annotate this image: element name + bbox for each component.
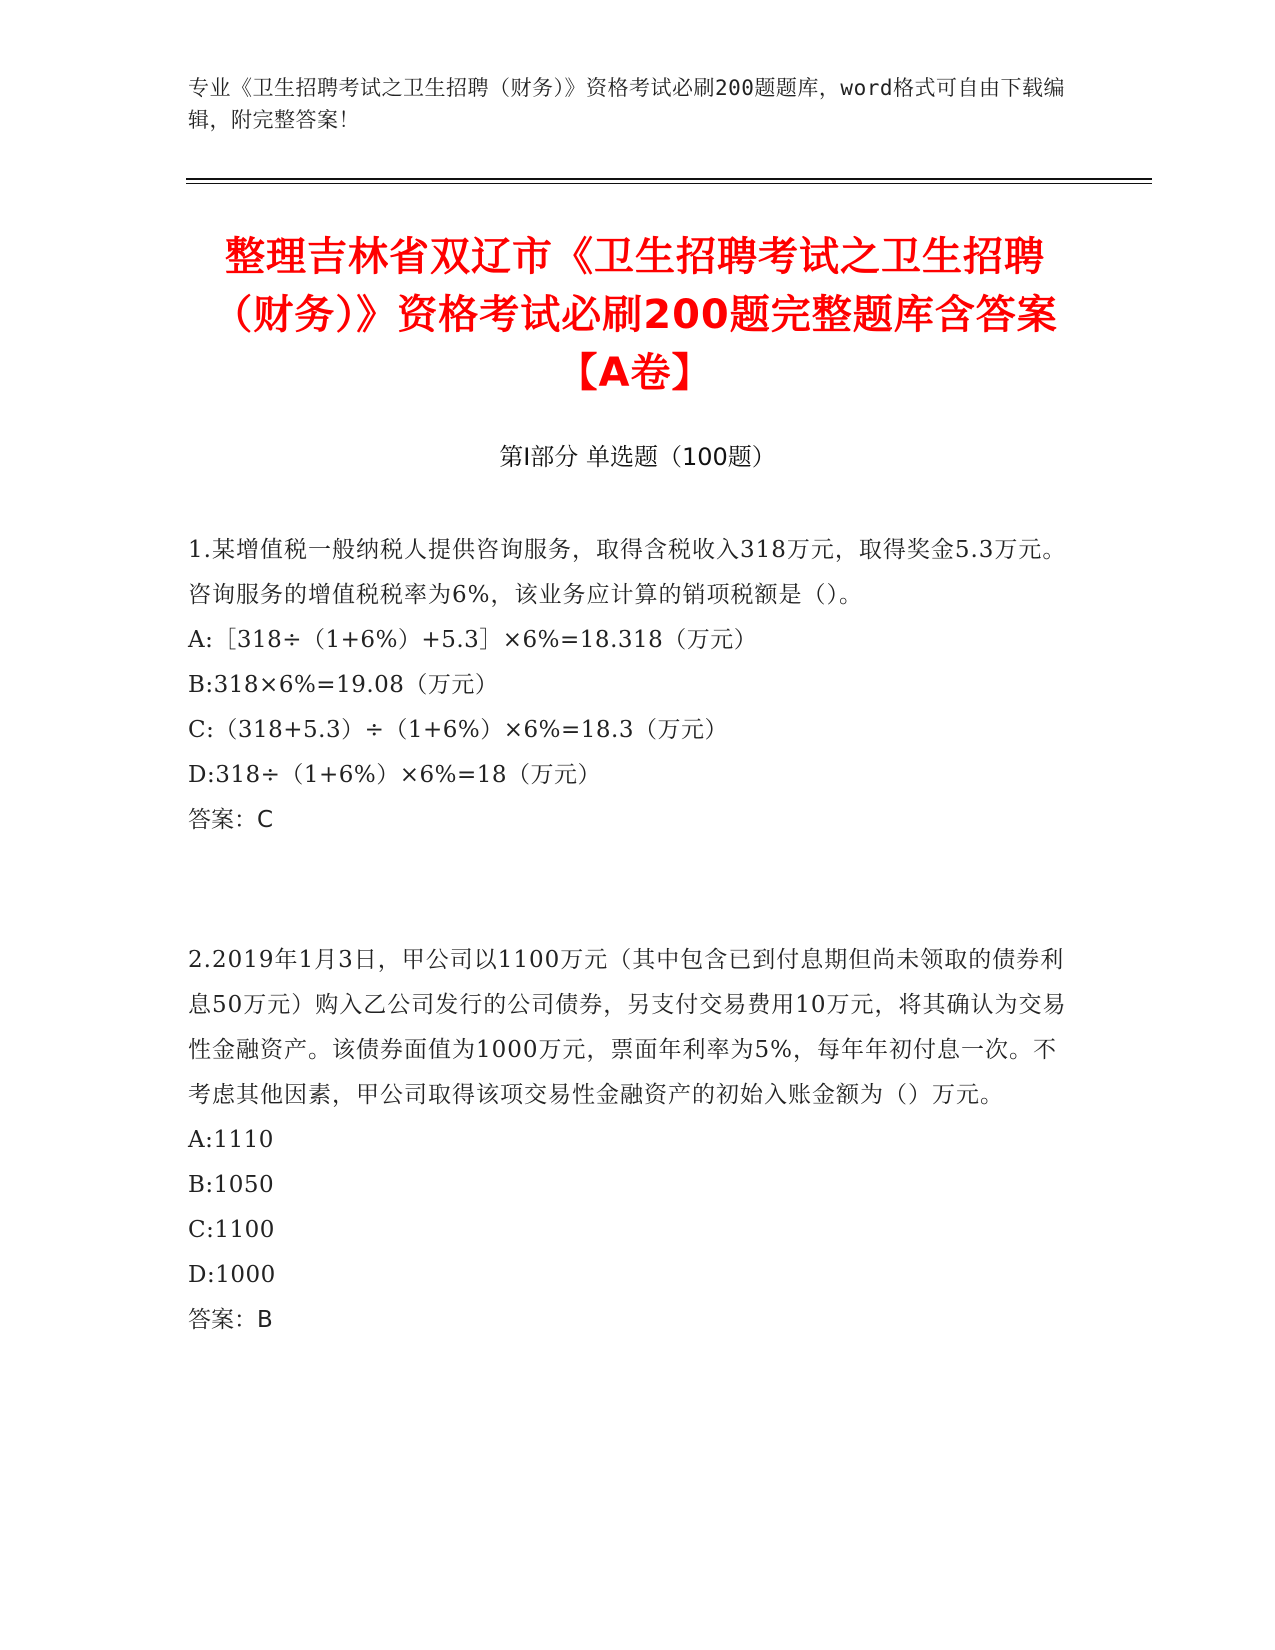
option-b: B:318×6%=19.08（万元） [188,672,499,698]
option-d: D:1000 [188,1262,276,1288]
header-divider-thick [186,178,1152,180]
answer-line: 答案：B [188,1307,273,1333]
option-c: C:（318+5.3）÷（1+6%）×6%=18.3（万元） [188,717,729,743]
header-note: 专业《卫生招聘考试之卫生招聘（财务）》资格考试必刷200题题库，word格式可自由下载编辑，附完整答案！ [188,76,1065,132]
question-2 [188,938,1078,1343]
option-d: D:318÷（1+6%）×6%=18（万元） [188,762,602,788]
option-c: C:1100 [188,1217,275,1243]
option-b: B:1050 [188,1172,275,1198]
question-stem: 1.某增值税一般纳税人提供咨询服务，取得含税收入318万元，取得奖金5.3万元。咨询服务的增值税税率为6%，该业务应计算的销项税额是（）。 [188,537,1067,608]
question-1 [188,528,1078,843]
header-divider-thin [186,183,1152,184]
section-title: 第Ⅰ部分 单选题（100题） [499,443,776,471]
answer-line: 答案：C [188,807,274,833]
question-stem: 2.2019年1月3日，甲公司以1100万元（其中包含已到付息期但尚未领取的债券利息50万元）购入乙公司发行的公司债券，另支付交易费用10万元，将其确认为交易性金融资产。该债券面值为1000万元，票面年利率为5%，每年年初付息一次。不考虑其他因素，甲公司取得该项交易性金融资产的初始入账金额为（）万元。 [188,947,1067,1108]
option-a: A:［318÷（1+6%）+5.3］×6%=18.318（万元） [188,627,758,653]
document-title: 整理吉林省双辽市《卫生招聘考试之卫生招聘（财务）》资格考试必刷200题完整题库含答案【A卷】 [212,234,1058,396]
option-a: A:1110 [188,1127,274,1153]
